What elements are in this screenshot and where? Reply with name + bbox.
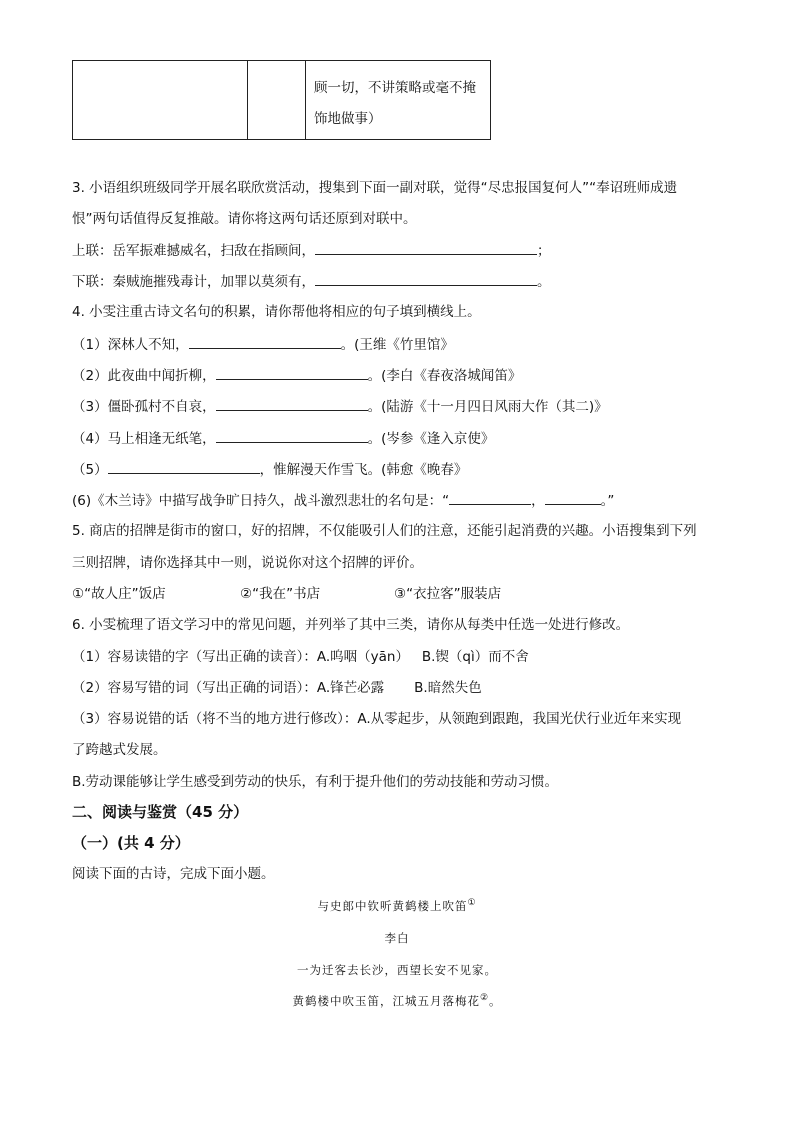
- q5-option-1: ①“故人庄”饭店: [72, 586, 166, 602]
- q4-item-4-prefix: （4）马上相逢无纸笔，: [72, 431, 216, 447]
- q4-item-6-comma: ，: [531, 493, 545, 509]
- q4-item-2: [72, 365, 521, 386]
- upper-couplet-text: 上联：岳军振难撼威名，扫敌在指顾间，: [72, 243, 315, 259]
- table-cell: [248, 61, 306, 140]
- q3-upper-couplet: [72, 240, 551, 261]
- q4-item-2-prefix: （2）此夜曲中闻折柳，: [72, 368, 216, 384]
- q6-line2: （2）容易写错的词（写出正确的词语）：A.锋芒必露 B.暗然失色: [72, 680, 482, 696]
- q4-item-4: [72, 428, 494, 449]
- q4-item-1-prefix: （1）深林人不知，: [72, 337, 189, 353]
- q3-lower-couplet: [72, 271, 551, 292]
- poem-title: [0, 898, 794, 914]
- q5-options: [72, 584, 501, 604]
- q3-line1: 3. 小语组织班级同学开展名联欣赏活动，搜集到下面一副对联，觉得“尽忠报国复何人”“奉诏班师成遗: [72, 180, 678, 196]
- q4-item-2-source: 。(李白《春夜洛城闻笛》: [367, 368, 522, 384]
- q4-blank-2[interactable]: [216, 365, 368, 380]
- footnote-mark-2: ②: [479, 993, 490, 1004]
- upper-blank[interactable]: [315, 240, 537, 255]
- poem-line-2: [0, 993, 794, 1009]
- lower-couplet-text: 下联：秦贼施摧残毒计，加罪以莫须有，: [72, 274, 315, 290]
- q4-item-1-source: 。(王维《竹里馆》: [340, 337, 454, 353]
- poem-author: 李白: [384, 931, 410, 945]
- q6-line1: （1）容易读错的字（写出正确的读音）：A.呜咽（yān） B.锲（qì）而不舍: [72, 649, 529, 665]
- q4-blank-6b[interactable]: [545, 490, 601, 505]
- poem-line-2-end: 。: [489, 994, 502, 1008]
- q4-item-1: [72, 334, 454, 355]
- answer-table-fragment: [72, 60, 491, 140]
- q4-intro: 4. 小雯注重古诗文名句的积累，请你帮他将相应的句子填到横线上。: [72, 304, 481, 320]
- poem-line-1: 一为迁客去长沙，西望长安不见家。: [297, 963, 497, 977]
- q4-blank-4[interactable]: [216, 428, 368, 443]
- table-cell: [73, 61, 248, 140]
- poem-line-2-text: 黄鹤楼中吹玉笛，江城五月落梅花: [292, 994, 480, 1008]
- q5-line1: 5. 商店的招牌是街市的窗口，好的招牌，不仅能吸引人们的注意，还能引起消费的兴趣。小语搜集到下列: [72, 523, 697, 539]
- q4-blank-3[interactable]: [216, 396, 368, 411]
- table-row: [73, 61, 491, 140]
- q4-item-6-end: 。”: [600, 493, 615, 509]
- q5-line2: 三则招牌，请你选择其中一则，说说你对这个招牌的评价。: [72, 555, 423, 571]
- q6-line4: 了跨越式发展。: [72, 742, 167, 758]
- q5-option-3: ③“衣拉客”服装店: [394, 586, 502, 602]
- upper-end: ；: [537, 243, 551, 259]
- reading-instruction: 阅读下面的古诗，完成下面小题。: [72, 866, 275, 882]
- q6-intro: 6. 小雯梳理了语文学习中的常见问题，并列举了其中三类，请你从每类中任选一处进行修改。: [72, 617, 630, 633]
- subsection-title: （一）(共 4 分）: [72, 834, 190, 852]
- q4-item-5-prefix: （5）: [72, 462, 108, 478]
- q4-item-3: [72, 396, 608, 417]
- q4-blank-5[interactable]: [108, 459, 260, 474]
- q6-line3: （3）容易说错的话（将不当的地方进行修改）：A.从零起步，从领跑到跟跑，我国光伏行业近年来实现: [72, 711, 682, 727]
- q4-item-6-prefix: (6)《木兰诗》中描写战争旷日持久，战斗激烈悲壮的名句是：“: [72, 493, 450, 509]
- lower-end: 。: [537, 274, 551, 290]
- q4-item-4-source: 。(岑参《逢入京使》: [367, 431, 495, 447]
- q4-blank-6a[interactable]: [449, 490, 531, 505]
- q4-item-5: [72, 459, 467, 480]
- q4-item-3-source: 。(陆游《十一月四日风雨大作（其二)》: [367, 399, 608, 415]
- q4-item-5-source: ，惟解漫天作雪飞。(韩愈《晚春》: [259, 462, 468, 478]
- lower-blank[interactable]: [315, 271, 537, 286]
- q6-line5: B.劳动课能够让学生感受到劳动的快乐，有利于提升他们的劳动技能和劳动习惯。: [72, 774, 559, 790]
- q4-item-6: [72, 490, 614, 511]
- footnote-mark-1: ①: [467, 898, 477, 909]
- poem-title-text: 与史郎中钦听黄鹤楼上吹笛: [317, 899, 468, 913]
- q3-line2: 恨”两句话值得反复推敲。请你将这两句话还原到对联中。: [72, 211, 417, 227]
- q5-option-2: ②“我在”书店: [240, 586, 321, 602]
- section-title: 二、阅读与鉴赏（45 分）: [72, 803, 249, 821]
- q4-blank-1[interactable]: [189, 334, 341, 349]
- table-cell-text: 顾一切，不讲策略或毫不掩饰地做事）: [306, 61, 491, 140]
- q4-item-3-prefix: （3）僵卧孤村不自哀，: [72, 399, 216, 415]
